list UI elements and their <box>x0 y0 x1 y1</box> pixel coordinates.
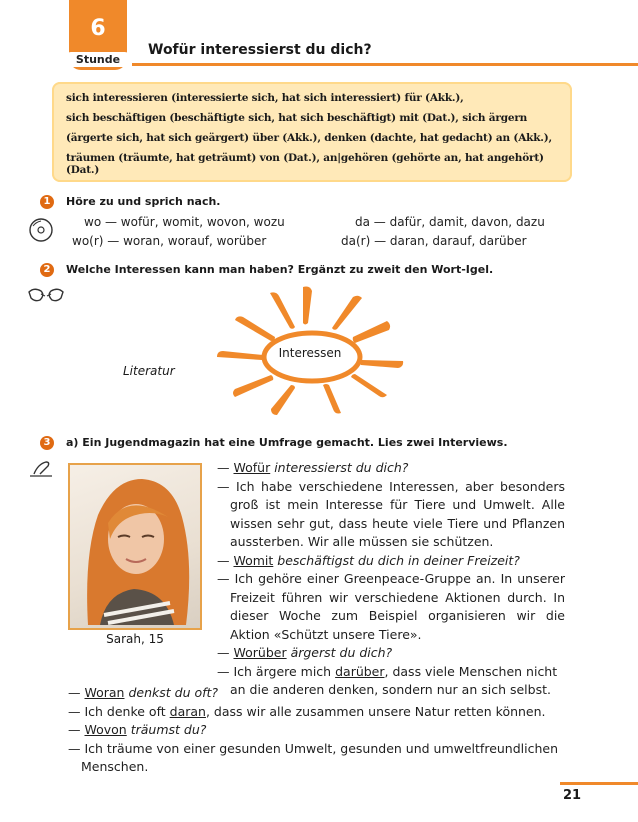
pair-work-icon <box>26 286 66 308</box>
example-word: Literatur <box>123 364 175 378</box>
task-instruction: Welche Interessen kann man haben? Ergänzt zu zweit den Wort-Igel. <box>66 263 494 276</box>
center-word: Interessen <box>278 346 342 360</box>
question: — Womit beschäftigst du dich in deiner Freizeit? <box>217 552 520 568</box>
question: — Wovon träumst du? <box>68 722 207 737</box>
lesson-label: Stunde <box>64 52 132 67</box>
photo-caption: Sarah, 15 <box>106 632 164 646</box>
task-number: 3 <box>40 436 54 450</box>
interviewee-photo <box>68 463 202 630</box>
task-instruction: Höre zu und sprich nach. <box>66 195 221 208</box>
da-forms: da — dafür, damit, davon, dazu <box>355 215 545 229</box>
vocab-line: träumen (träumte, hat geträumt) von (Dat.), an|gehören (gehörte an, hat angehört) (Dat.) <box>66 152 544 176</box>
vocab-line: sich beschäftigen (beschäftigte sich, hat sich beschäftigt) mit (Dat.), sich ärgern <box>66 112 528 124</box>
answer: — Ich gehöre einer Greenpeace-Gruppe an. In unserer Freizeit führen wir verschiedene Aktionen durch. In dieser Woche zum Beispiel organisieren wir die Aktion «Schützt unsere Tiere». <box>217 571 565 642</box>
question: — Wofür interessierst du dich? <box>217 460 409 475</box>
interview-right-column <box>217 459 565 700</box>
answer: — Ich ärgere mich darüber, dass viele Menschen nicht an die anderen denken, sondern nur an sich selbst. <box>217 663 558 697</box>
answer: — Ich denke oft daran, dass wir alle zusammen unsere Natur retten können. <box>68 703 546 719</box>
page-number: 21 <box>563 788 582 803</box>
dar-forms: da(r) — daran, darauf, darüber <box>341 234 527 248</box>
header-divider <box>132 63 638 66</box>
cd-icon <box>28 217 54 243</box>
interview-bottom <box>68 684 568 777</box>
wor-forms: wo(r) — woran, worauf, worüber <box>72 234 267 248</box>
question: — Worüber ärgerst du dich? <box>217 645 393 660</box>
question: — Woran denkst du oft? <box>68 685 219 700</box>
wo-forms: wo — wofür, womit, wovon, wozu <box>84 215 285 229</box>
vocab-line: sich interessieren (interessierte sich, hat sich interessiert) für (Akk.), <box>66 92 464 104</box>
answer: — Ich habe verschiedene Interessen, aber besonders groß ist mein Interesse für Tiere und Umwelt. Alle wissen sehr gut, dass heute viele Tiere und Pflanzen aussterben. Wir alle müssen sie schützen. <box>217 478 565 549</box>
writing-hand-icon <box>28 458 56 480</box>
vocab-line: (ärgerte sich, hat sich geärgert) über (Akk.), denken (dachte, hat gedacht) an (Akk.), <box>66 132 552 144</box>
task-number: 2 <box>40 263 54 277</box>
page-title: Wofür interessierst du dich? <box>148 42 372 58</box>
footer-divider <box>560 782 638 785</box>
task-number: 1 <box>40 195 54 209</box>
answer: — Ich träume von einer gesunden Umwelt, gesunden und umweltfreundlichen Menschen. <box>68 740 559 774</box>
lesson-number: 6 <box>90 16 106 41</box>
vocabulary-box <box>52 82 572 182</box>
task-instruction: a) Ein Jugendmagazin hat eine Umfrage gemacht. Lies zwei Interviews. <box>66 436 508 449</box>
